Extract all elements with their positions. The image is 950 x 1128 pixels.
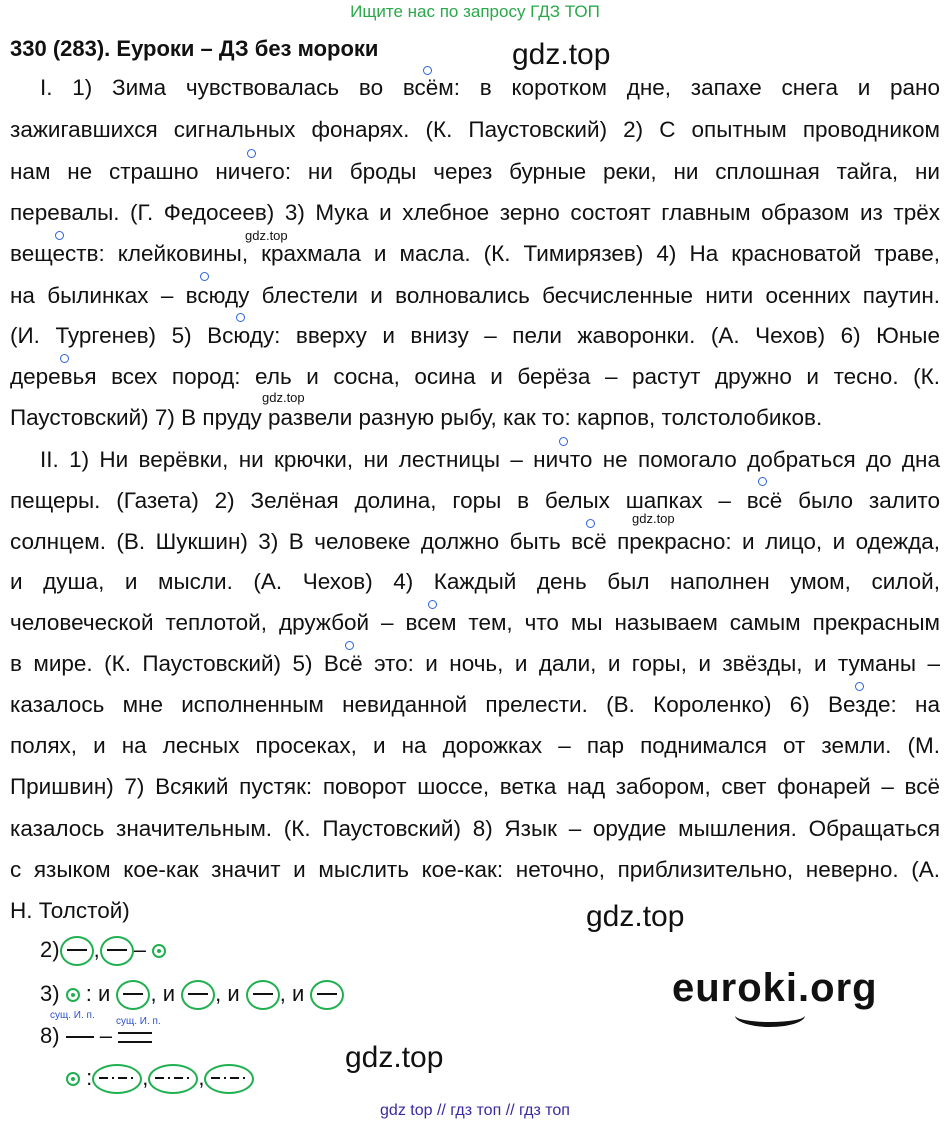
generalizing-word-marker bbox=[55, 231, 64, 240]
schema-3: 3) : и , и , и , и bbox=[40, 976, 344, 1012]
text-line: в мире. (К. Паустовский) 5) Всё это: и ночь, и дали, и горы, и звёзды, и туманы – bbox=[10, 651, 940, 676]
predicate-underline bbox=[118, 1032, 152, 1043]
subject-underline bbox=[66, 1036, 94, 1038]
generalizing-word-marker bbox=[236, 313, 245, 322]
text-line: зажигавшихся сигнальных фонарях. (К. Паустовский) 2) С опытным проводником bbox=[10, 117, 940, 142]
text-line: солнцем. (В. Шукшин) 3) В человеке должно быть всё прекрасно: и лицо, и одежда, bbox=[10, 529, 940, 554]
watermark: gdz.top bbox=[345, 1041, 444, 1074]
conjunction: и bbox=[98, 981, 111, 1006]
text-line: Н. Толстой) bbox=[10, 898, 130, 923]
noun-label: сущ. И. п. bbox=[50, 1010, 95, 1021]
watermark: gdz.top bbox=[512, 38, 611, 71]
generalizing-word-symbol bbox=[152, 944, 166, 958]
schema-2: 2) , – bbox=[40, 932, 166, 968]
generalizing-word-marker bbox=[855, 682, 864, 691]
euroki-logo: euroki.org bbox=[672, 966, 878, 1010]
generalizing-word-marker bbox=[559, 437, 568, 446]
generalizing-word-marker bbox=[200, 272, 209, 281]
generalizing-word-marker bbox=[345, 641, 354, 650]
search-banner: Ищите нас по запросу ГДЗ ТОП bbox=[350, 2, 600, 21]
generalizing-word-marker bbox=[586, 519, 595, 528]
generalizing-word-marker bbox=[758, 477, 767, 486]
text-line: деревья всех пород: ель и сосна, осина и берёза – растут дружно и тесно. (К. bbox=[10, 364, 940, 389]
homogeneous-member-oval bbox=[310, 980, 344, 1010]
watermark-small: gdz.top bbox=[245, 228, 288, 243]
text-line: полях, и на лесных просеках, и на дорожках – пар поднимался от земли. (М. bbox=[10, 733, 940, 758]
schema-8-second-row: : , , bbox=[66, 1060, 254, 1096]
text-line: I. 1) Зима чувствовалась во всём: в коротком дне, запахе снега и рано bbox=[40, 75, 940, 100]
text-line: и душа, и мысли. (А. Чехов) 4) Каждый день был наполнен умом, силой, bbox=[10, 569, 940, 594]
text-line: казалось значительным. (К. Паустовский) 8) Язык – орудие мышления. Обращаться bbox=[10, 816, 940, 841]
noun-label: сущ. И. п. bbox=[116, 1016, 161, 1027]
generalizing-word-marker bbox=[247, 149, 256, 158]
homogeneous-member-oval bbox=[246, 980, 280, 1010]
generalizing-word-marker bbox=[423, 66, 432, 75]
homogeneous-member-oval bbox=[92, 1064, 142, 1094]
schema-label: 8) bbox=[40, 1023, 60, 1048]
text-line: на былинках – всюду блестели и волновались бесчисленные нити осенних паутин. bbox=[10, 283, 940, 308]
generalizing-word-symbol bbox=[66, 988, 80, 1002]
text-line: Пришвин) 7) Всякий пустяк: поворот шоссе, ветка над забором, свет фонарей – всё bbox=[10, 774, 940, 799]
text-line: перевалы. (Г. Федосеев) 3) Мука и хлебное зерно состоят главным образом из трёх bbox=[10, 200, 940, 225]
text-line: казалось мне исполненным невиданной прелести. (В. Короленко) 6) Везде: на bbox=[10, 692, 940, 717]
conjunction: и bbox=[227, 981, 240, 1006]
text-line: веществ: клейковины, крахмала и масла. (К. Тимирязев) 4) На красноватой траве, bbox=[10, 241, 940, 266]
text-line: II. 1) Ни верёвки, ни крючки, ни лестницы – ничто не помогало добраться до дна bbox=[40, 447, 940, 472]
watermark: gdz.top bbox=[586, 900, 685, 933]
homogeneous-member-oval bbox=[204, 1064, 254, 1094]
text-line: нам не страшно ничего: ни броды через бурные реки, ни сплошная тайга, ни bbox=[10, 159, 940, 184]
text-line: с языком кое-как значит и мыслить кое-как: неточно, приблизительно, неверно. (А. bbox=[10, 857, 940, 882]
footer-links: gdz top // гдз топ // гдз топ bbox=[380, 1102, 570, 1119]
homogeneous-member-oval bbox=[181, 980, 215, 1010]
schema-label: 2) bbox=[40, 937, 60, 962]
text-line: Паустовский) 7) В пруду развели разную рыбу, как то: карпов, толстолобиков. bbox=[10, 405, 823, 430]
conjunction: и bbox=[292, 981, 305, 1006]
watermark-small: gdz.top bbox=[262, 390, 305, 405]
homogeneous-member-oval bbox=[60, 936, 94, 966]
homogeneous-member-oval bbox=[148, 1064, 198, 1094]
conjunction: и bbox=[162, 981, 175, 1006]
page-title: 330 (283). Еуроки – ДЗ без мороки bbox=[10, 36, 379, 61]
watermark-small: gdz.top bbox=[632, 511, 675, 526]
text-line: (И. Тургенев) 5) Всюду: вверху и внизу – пели жаворонки. (А. Чехов) 6) Юные bbox=[10, 323, 940, 348]
generalizing-word-marker bbox=[428, 600, 437, 609]
schema-label: 3) bbox=[40, 981, 60, 1006]
text-line: человеческой теплотой, дружбой – всем тем, что мы называем самым прекрасным bbox=[10, 610, 940, 635]
homogeneous-member-oval bbox=[100, 936, 134, 966]
homogeneous-member-oval bbox=[116, 980, 150, 1010]
logo-smile-curve bbox=[735, 1004, 805, 1027]
schema-8: 8) – bbox=[40, 1018, 152, 1054]
generalizing-word-symbol bbox=[66, 1072, 80, 1086]
generalizing-word-marker bbox=[60, 354, 69, 363]
text-line: пещеры. (Газета) 2) Зелёная долина, горы в белых шапках – всё было залито bbox=[10, 488, 940, 513]
